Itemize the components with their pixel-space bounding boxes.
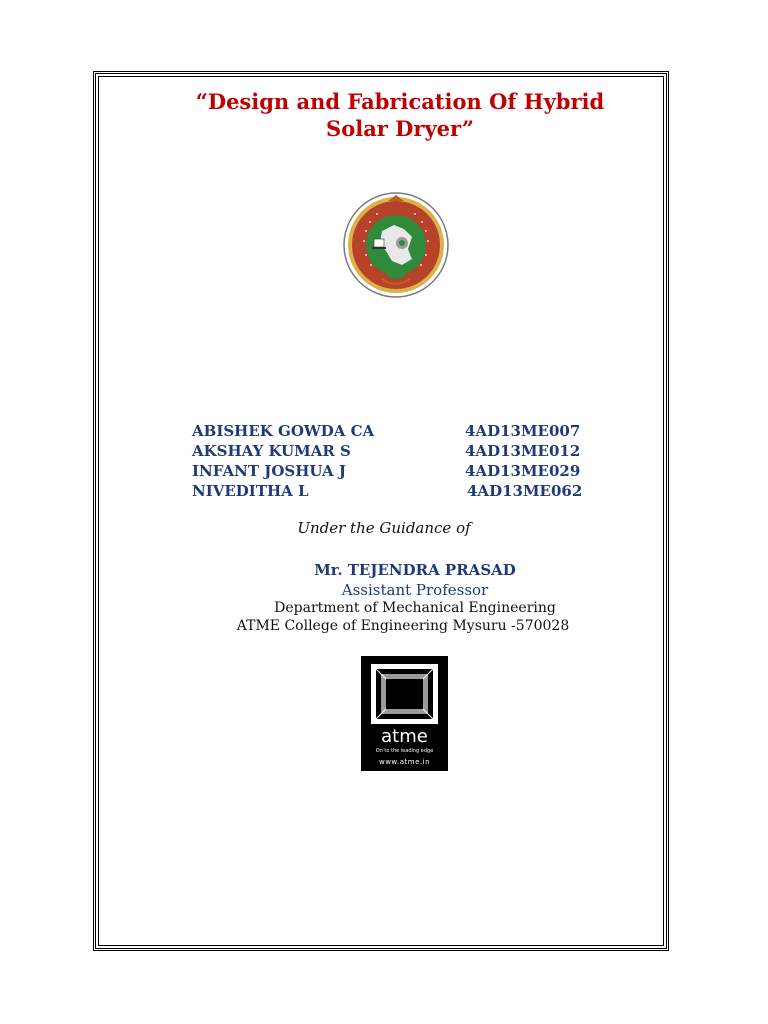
student-row [192,461,612,481]
student-name: NIVEDITHA L [192,482,309,500]
student-row [192,441,612,461]
atme-logo-word: atme [381,726,428,747]
atme-frame-icon [361,656,448,728]
student-row [192,481,612,501]
atme-logo-tagline: On to the leading edge [375,748,434,754]
guide-designation: Assistant Professor [341,581,489,599]
atme-logo-url: www.atme.in [378,758,431,766]
vtu-seal-icon [342,191,450,299]
student-usn: 4AD13ME029 [465,462,581,480]
project-title [100,88,700,142]
guide-name: Mr. TEJENDRA PRASAD [314,561,516,579]
student-list [192,421,612,501]
guidance-intro: Under the Guidance of [297,519,471,537]
department-name: Department of Mechanical Engineering [274,600,556,616]
student-name: AKSHAY KUMAR S [192,442,351,460]
student-name: INFANT JOSHUA J [192,462,346,480]
title-line-1: “Design and Fabrication Of Hybrid [195,89,605,114]
college-name: ATME College of Engineering Mysuru -570028 [236,618,570,634]
title-line-2: Solar Dryer” [326,116,474,141]
student-name: ABISHEK GOWDA CA [192,422,375,440]
student-usn: 4AD13ME062 [467,482,583,500]
student-usn: 4AD13ME012 [465,442,581,460]
student-row [192,421,612,441]
student-usn: 4AD13ME007 [465,422,581,440]
atme-logo [361,656,448,771]
